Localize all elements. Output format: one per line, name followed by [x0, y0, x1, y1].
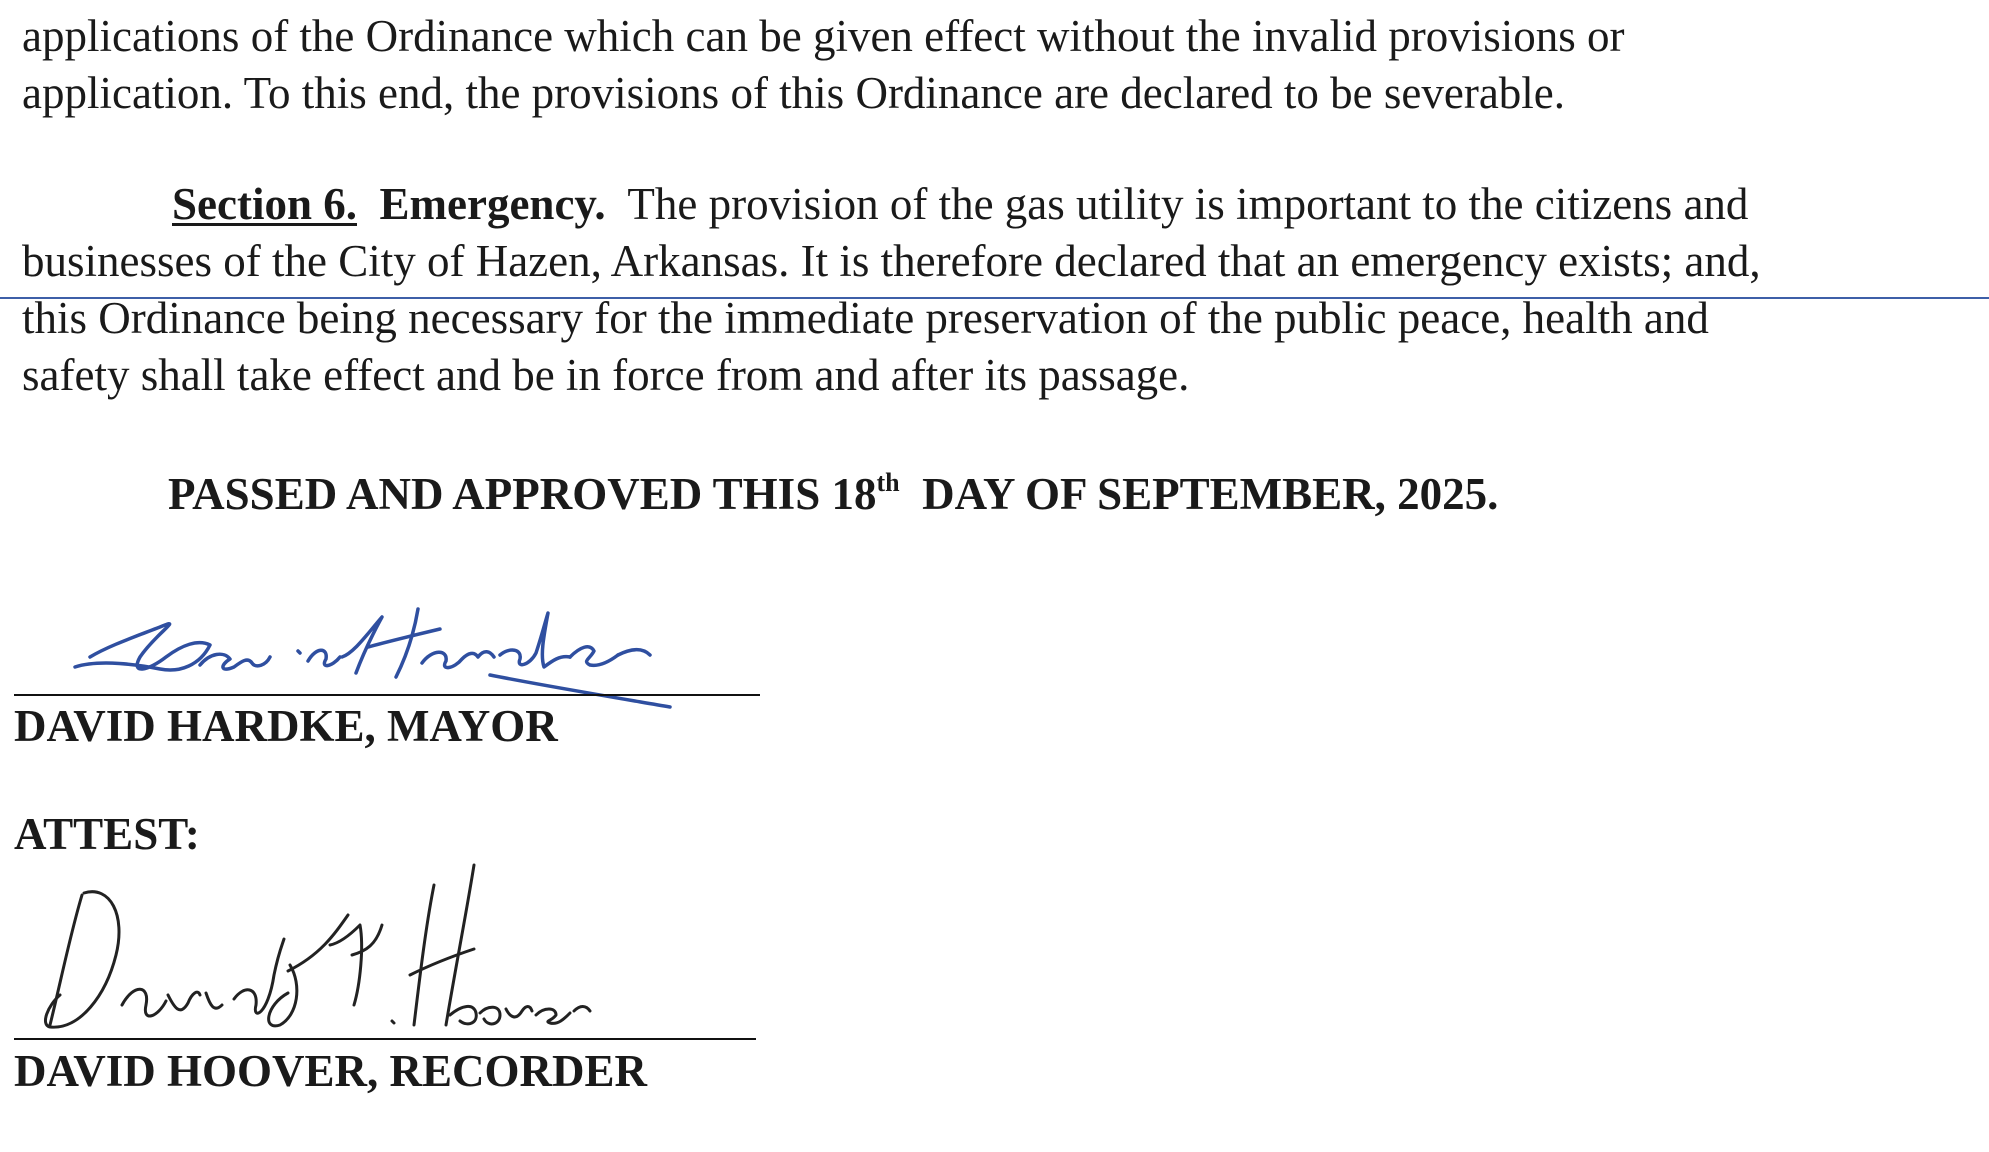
paragraph-line: businesses of the City of Hazen, Arkansas. It is therefore declared that an emergency exists; and,: [22, 236, 1761, 286]
section-6-first-line: [22, 176, 1922, 233]
recorder-signature: [30, 855, 650, 1055]
paragraph-line: safety shall take effect and be in force from and after its passage.: [22, 350, 1190, 400]
attest-label: ATTEST:: [14, 809, 200, 859]
recorder-name-title: DAVID HOOVER, RECORDER: [14, 1046, 647, 1096]
section-heading: Section 6.: [172, 179, 357, 229]
blue-rule-divider: [0, 297, 1989, 299]
passed-suffix: DAY OF SEPTEMBER, 2025.: [922, 469, 1499, 519]
passed-prefix: PASSED AND APPROVED THIS 18: [168, 469, 877, 519]
section-title: Emergency.: [379, 179, 606, 229]
mayor-name-title: DAVID HARDKE, MAYOR: [14, 701, 558, 751]
paragraph-line: this Ordinance being necessary for the immediate preservation of the public peace, health and: [22, 293, 1709, 343]
mayor-signature-line: [14, 694, 760, 696]
paragraph-line: applications of the Ordinance which can be given effect without the invalid provisions or: [22, 11, 1625, 61]
paragraph-text: The provision of the gas utility is important to the citizens and: [627, 179, 1749, 229]
paragraph-line: application. To this end, the provisions of this Ordinance are declared to be severable.: [22, 68, 1566, 118]
section-6-paragraph: [22, 176, 1922, 404]
severability-paragraph: [22, 8, 1922, 122]
passed-and-approved-statement: [168, 468, 1498, 520]
recorder-signature-line: [14, 1038, 756, 1040]
ordinal-suffix: th: [876, 468, 900, 497]
